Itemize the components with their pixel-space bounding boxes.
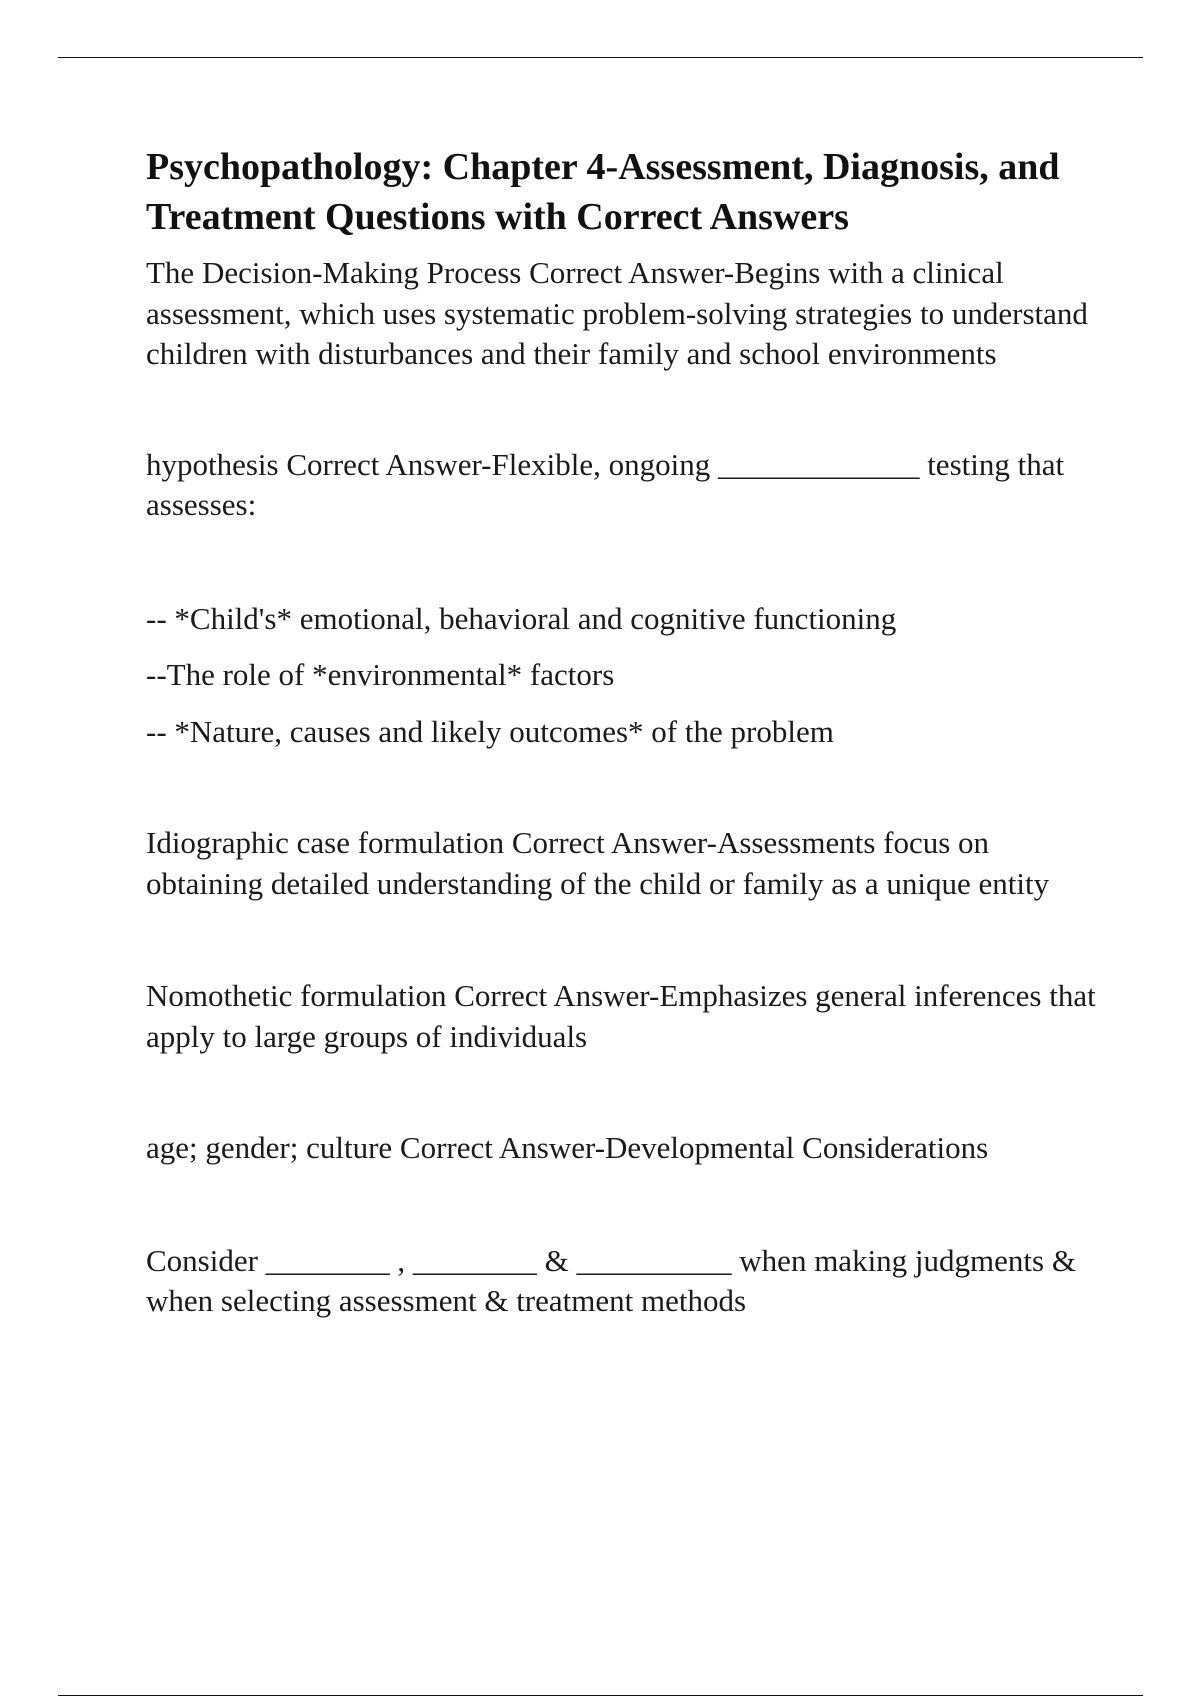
document-title: Psychopathology: Chapter 4-Assessment, Diagnosis, and Treatment Questions with Correct Answers — [146, 146, 1060, 238]
paragraph-decision-making: The Decision-Making Process Correct Answer-Begins with a clinical assessment, which uses systematic problem-solving strategies to understand children with disturbances and their family and school environments — [146, 255, 1088, 371]
paragraph-consider: Consider ________ , ________ & __________ when making judgments & when selecting assessment & treatment methods — [146, 1242, 1076, 1318]
document-body — [146, 142, 1101, 1322]
paragraph-nomothetic: Nomothetic formulation Correct Answer-Emphasizes general inferences that apply to large groups of individuals — [146, 978, 1096, 1054]
header-rule — [58, 57, 1143, 58]
paragraph-developmental: age; gender; culture Correct Answer-Developmental Considerations — [146, 1130, 989, 1165]
paragraph-idiographic: Idiographic case formulation Correct Answer-Assessments focus on obtaining detailed understanding of the child or family as a unique entity — [146, 825, 1050, 901]
bullet-childs-functioning: -- *Child's* emotional, behavioral and cognitive functioning — [146, 600, 897, 636]
bullet-environmental-factors: --The role of *environmental* factors — [146, 657, 615, 692]
footer-rule — [58, 1695, 1143, 1696]
paragraph-hypothesis: hypothesis Correct Answer-Flexible, ongoing _____________ testing that assesses: — [146, 446, 1065, 522]
bullet-nature-causes: -- *Nature, causes and likely outcomes* of the problem — [146, 713, 834, 749]
